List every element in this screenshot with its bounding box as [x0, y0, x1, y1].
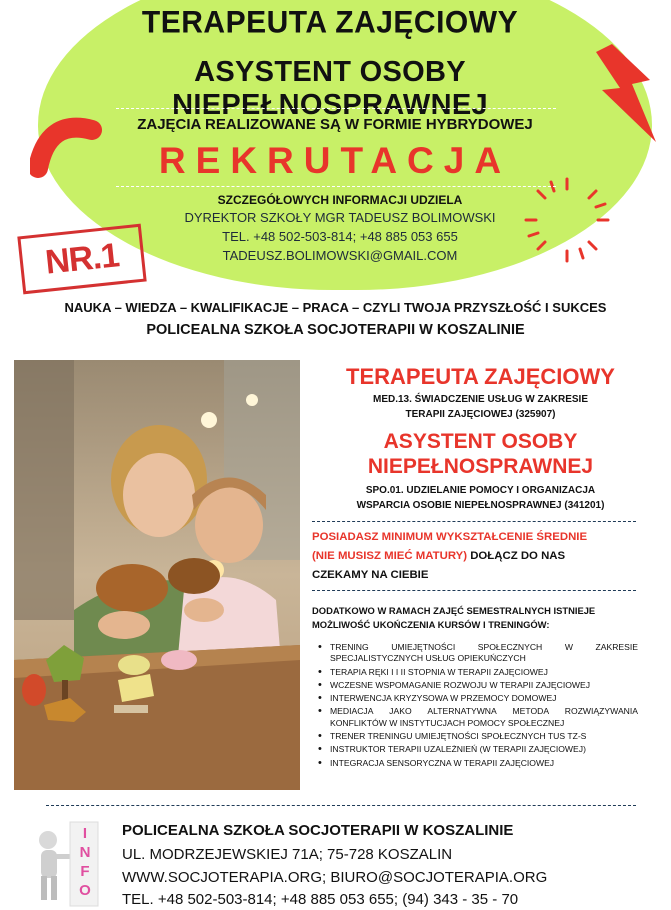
course1-code-line1: MED.13. ŚWIADCZENIE USŁUG W ZAKRESIE [372, 394, 588, 405]
footer-web-email[interactable]: WWW.SOCJOTERAPIA.ORG; BIURO@SOCJOTERAPIA.ORG [122, 869, 548, 886]
footer-divider [46, 805, 636, 806]
divider-requirements-top [312, 521, 636, 522]
footer-school: POLICEALNA SZKOŁA SOCJOTERAPII W KOSZALINIE [122, 822, 514, 839]
info-sign-label: I N F O [79, 825, 91, 899]
list-item: • INSTRUKTOR TERAPII UZALEŻNIEŃ (W TERAPII ZAJĘCIOWEJ) [318, 744, 638, 755]
list-item: • INTERWENCJA KRYZYSOWA W PRZEMOCY DOMOWEJ [318, 693, 638, 704]
course1-code-line2: TERAPII ZAJĘCIOWEJ (325907) [405, 409, 556, 420]
director-name: DYREKTOR SZKOŁY MGR TADEUSZ BOLIMOWSKI [184, 210, 496, 225]
list-item: • WCZESNE WSPOMAGANIE ROZWOJU W TERAPII ZAJĘCIOWEJ [318, 680, 638, 691]
courses-list [318, 642, 638, 771]
extras-intro-line1: DODATKOWO W RAMACH ZAJĘĆ SEMESTRALNYCH ISTNIEJE [312, 605, 596, 616]
header-divider-top [116, 108, 556, 109]
list-item: • MEDIACJA JAKO ALTERNATYWNA METODA ROZWIĄZYWANIA KONFLIKTÓW W INSTYTUCJACH POMOCY SPOŁECZNEJ [318, 706, 638, 729]
requirement-line3: CZEKAMY NA CIEBIE [312, 569, 429, 581]
requirement-line1: POSIADASZ MINIMUM WYKSZTAŁCENIE ŚREDNIE [312, 531, 588, 543]
requirement-join-us: DOŁĄCZ DO NAS [470, 550, 566, 562]
list-item: • TRENER TRENINGU UMIEJĘTNOŚCI SPOŁECZNYCH TUS TZ-S [318, 731, 638, 742]
course2-code-line1: SPO.01. UDZIELANIE POMOCY I ORGANIZACJA [365, 485, 596, 496]
header-title-line2: ASYSTENT OSOBY NIEPEŁNOSPRAWNEJ [172, 56, 488, 121]
sunburst-decoration [522, 175, 612, 265]
header-title-line1: TERAPEUTA ZAJĘCIOWY [141, 5, 519, 40]
footer-address: UL. MODRZEJEWSKIEJ 71A; 75-728 KOSZALIN [122, 846, 453, 863]
slogan: NAUKA – WIEDZA – KWALIFIKACJE – PRACA – CZYLI TWOJA PRZYSZŁOŚĆ I SUKCES [64, 300, 607, 315]
list-item: • INTEGRACJA SENSORYCZNA W TERAPII ZAJĘCIOWEJ [318, 758, 638, 769]
photo-woman-and-child [14, 360, 300, 790]
divider-requirements-bottom [312, 590, 636, 591]
list-item: • TRENING UMIEJĘTNOŚCI SPOŁECZNYCH W ZAKRESIE SPECJALISTYCZNYCH USŁUG OPIEKUŃCZYCH [318, 642, 638, 665]
header-divider-bottom [116, 186, 556, 187]
school-name: POLICEALNA SZKOŁA SOCJOTERAPII W KOSZALINIE [146, 322, 525, 338]
header-phone: TEL. +48 502-503-814; +48 885 053 655 [222, 229, 458, 244]
recruitment-heading: REKRUTACJA [158, 140, 512, 181]
header-email[interactable]: TADEUSZ.BOLIMOWSKI@GMAIL.COM [222, 248, 458, 263]
hybrid-subtitle: ZAJĘCIA REALIZOWANE SĄ W FORMIE HYBRYDOWEJ [137, 116, 533, 133]
footer-phones: TEL. +48 502-503-814; +48 885 053 655; (94) 343 - 35 - 70 [122, 891, 519, 908]
list-item: • TERAPIA RĘKI I I II STOPNIA W TERAPII ZAJĘCIOWEJ [318, 667, 638, 678]
course2-title-line1: ASYSTENT OSOBY [383, 430, 578, 453]
course2-code-line2: WSPARCIA OSOBIE NIEPEŁNOSPRAWNEJ (341201) [356, 500, 605, 511]
info-heading: SZCZEGÓŁOWYCH INFORMACJI UDZIELA [217, 193, 463, 207]
extras-intro-line2: MOŻLIWOŚĆ UKOŃCZENIA KURSÓW I TRENINGÓW: [312, 619, 550, 630]
requirement-line2 [312, 550, 642, 562]
course1-title: TERAPEUTA ZAJĘCIOWY [346, 364, 615, 389]
course2-title-line2: NIEPEŁNOSPRAWNEJ [367, 455, 594, 478]
requirement-no-matura: (NIE MUSISZ MIEĆ MATURY) [312, 550, 468, 562]
nr1-stamp-badge: NR.1 [17, 224, 146, 295]
